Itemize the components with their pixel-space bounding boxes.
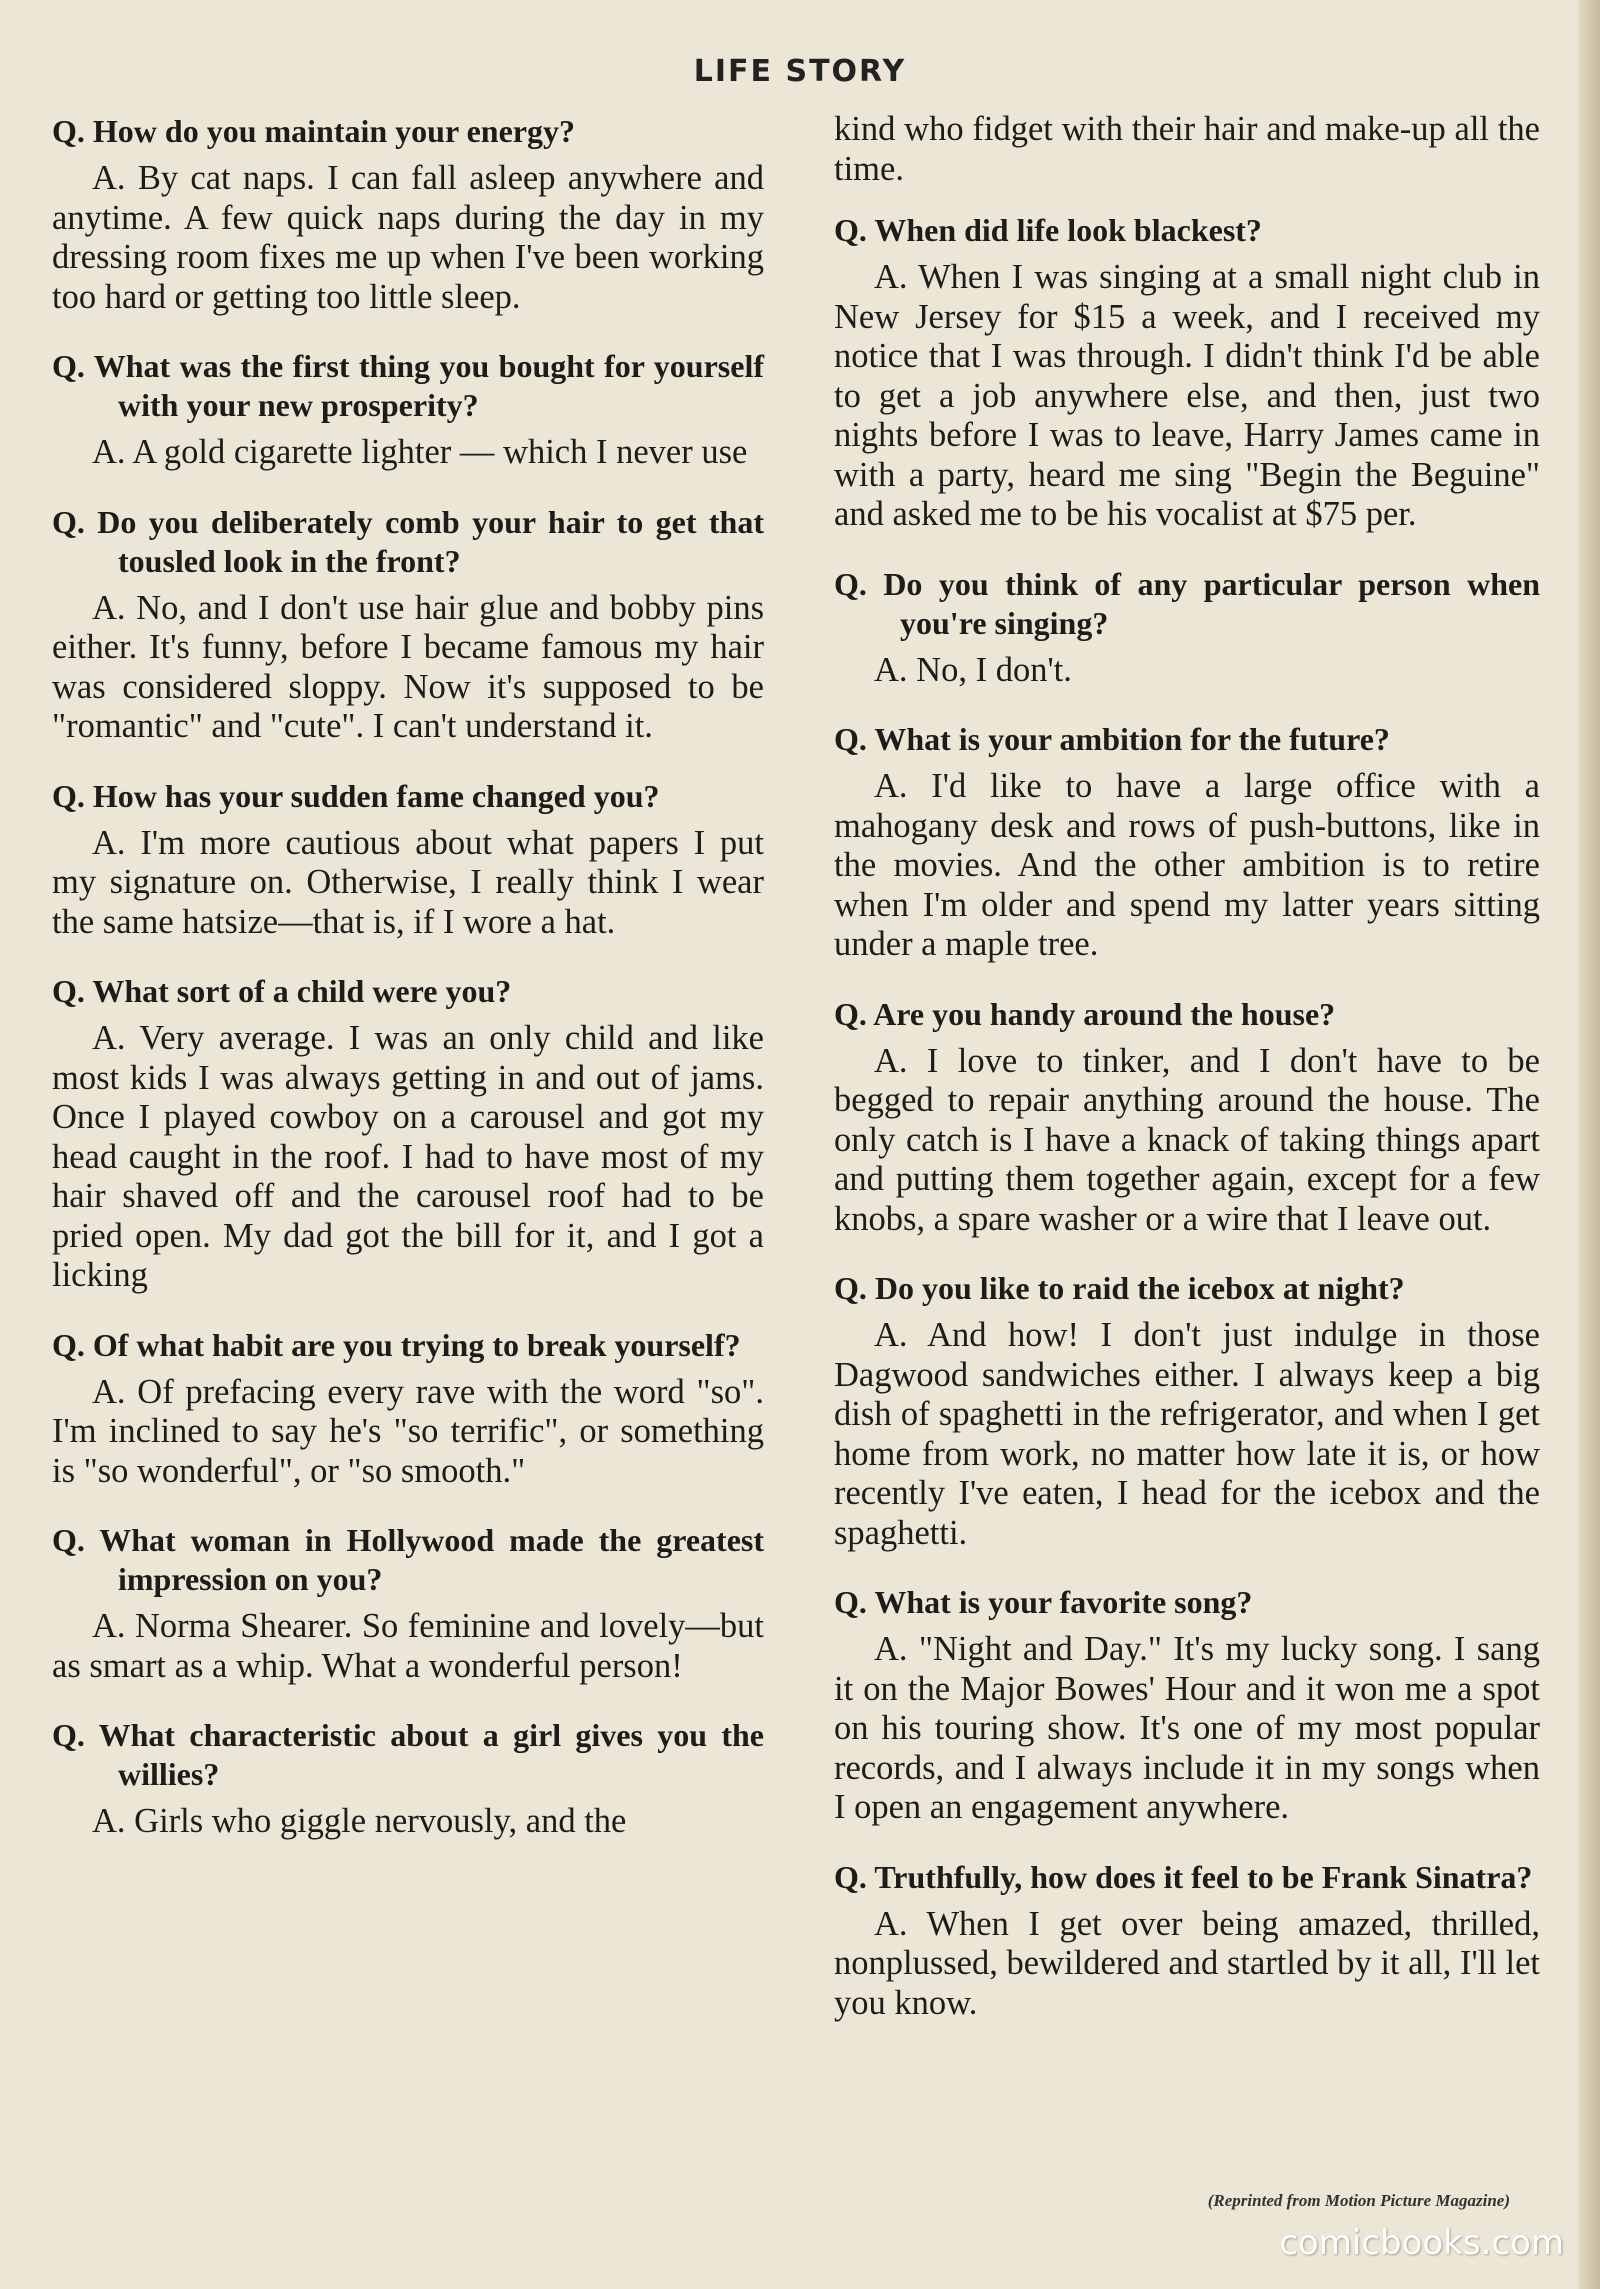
- reprint-credit: (Reprinted from Motion Picture Magazine): [1207, 2191, 1510, 2210]
- answer: A. Girls who giggle nervously, and the: [92, 1802, 627, 1840]
- question: Q. When did life look blackest?: [834, 212, 1262, 248]
- qa-item: [52, 1326, 764, 1492]
- qa-item: [834, 1583, 1540, 1828]
- answer: A. By cat naps. I can fall asleep anywhere and anytime. A few quick naps during the day in my dressing room fixes me up when I've been working too hard or getting too little sleep.: [52, 159, 764, 316]
- qa-item: [834, 1858, 1540, 2024]
- site-watermark: comicbooks.com: [1279, 2223, 1564, 2263]
- question: Q. How do you maintain your energy?: [52, 113, 575, 149]
- question: Q. Are you handy around the house?: [834, 995, 1336, 1032]
- qa-item: [834, 565, 1540, 691]
- qa-item: [52, 777, 764, 943]
- answer: A. I'm more cautious about what papers I put my signature on. Otherwise, I really think I wear the same hatsize—that is, if I wore a hat.: [52, 823, 764, 941]
- qa-item: [52, 112, 764, 317]
- question: Q. Do you think of any particular person when you're singing?: [834, 565, 1540, 641]
- page-spine-shadow: [1578, 0, 1600, 2289]
- qa-item: [52, 503, 764, 747]
- question: Q. What is your favorite song?: [834, 1584, 1253, 1620]
- question: Q. Do you deliberately comb your hair to get that tousled look in the front?: [52, 503, 764, 579]
- page-header: LIFE STORY: [693, 54, 907, 89]
- continued-answer: kind who fidget with their hair and make-up all the time.: [834, 110, 1540, 188]
- qa-item: [834, 1269, 1540, 1553]
- qa-item: [52, 1716, 764, 1842]
- question: Q. How has your sudden fame changed you?: [52, 777, 660, 814]
- answer: A. A gold cigarette lighter — which I never use: [92, 433, 748, 471]
- answer: A. "Night and Day." It's my lucky song. I sang it on the Major Bowes' Hour and it won me a spot on his touring show. It's one of my most popular records, and I always include it in my songs when I open an engagement anywhere.: [834, 1630, 1540, 1826]
- answer: A. No, and I don't use hair glue and bobby pins either. It's funny, before I became famous my hair was considered sloppy. Now it's supposed to be "romantic" and "cute". I can't understand it.: [52, 588, 764, 745]
- qa-item: [52, 972, 764, 1296]
- answer: A. When I was singing at a small night club in New Jersey for $15 a week, and I received my notice that I was through. I didn't think I'd be able to get a job anywhere else, and then, just two nights before I was to leave, Harry James came in with a party, heard me sing "Begin the Beguine" and asked me to be his vocalist at $75 per.: [834, 258, 1540, 533]
- qa-item: [834, 720, 1540, 965]
- question: Q. What woman in Hollywood made the greatest impression on you?: [52, 1522, 764, 1597]
- answer: A. Of prefacing every rave with the word "so". I'm inclined to say he's "so terrific", or something is "so wonderful", or "so smooth.": [52, 1372, 764, 1490]
- qa-item: [52, 347, 764, 473]
- right-column: [834, 110, 1540, 2053]
- question: Q. What is your ambition for the future?: [834, 721, 1390, 757]
- question: Q. Do you like to raid the icebox at night?: [834, 1270, 1405, 1306]
- question: Q. What characteristic about a girl gives you the willies?: [52, 1717, 764, 1792]
- left-column: [52, 112, 764, 1872]
- answer: A. I'd like to have a large office with a mahogany desk and rows of push-buttons, like in the movies. And the other ambition is to retire when I'm older and spend my latter years sitting under a maple tree.: [834, 767, 1540, 963]
- answer: A. I love to tinker, and I don't have to be begged to repair anything around the house. The only catch is I have a knack of taking things apart and putting them together again, except for a few knobs, a spare washer or a wire that I leave out.: [834, 1041, 1540, 1238]
- question: Q. What sort of a child were you?: [52, 973, 512, 1009]
- answer: A. And how! I don't just indulge in those Dagwood sandwiches either. I always keep a big dish of spaghetti in the refrigerator, and when I get home from work, no matter how late it is, or how recently I've eaten, I head for the icebox and the spaghetti.: [834, 1316, 1540, 1552]
- answer: A. No, I don't.: [874, 650, 1072, 689]
- question: Q. Of what habit are you trying to break yourself?: [52, 1326, 741, 1363]
- answer: A. When I get over being amazed, thrilled, nonplussed, bewildered and startled by it all, I'll let you know.: [834, 1904, 1540, 2022]
- qa-item: [834, 211, 1540, 535]
- qa-item: [52, 1521, 764, 1686]
- answer: A. Norma Shearer. So feminine and lovely—but as smart as a whip. What a wonderful person!: [52, 1607, 764, 1685]
- qa-item: [834, 995, 1540, 1240]
- question: Q. Truthfully, how does it feel to be Frank Sinatra?: [834, 1858, 1533, 1895]
- question: Q. What was the first thing you bought for yourself with your new prosperity?: [52, 348, 764, 423]
- answer: A. Very average. I was an only child and like most kids I was always getting in and out of jams. Once I played cowboy on a carousel and got my head caught in the roof. I had to have most of my hair shaved off and the carousel roof had to be pried open. My dad got the bill for it, and I got a licking: [52, 1019, 764, 1294]
